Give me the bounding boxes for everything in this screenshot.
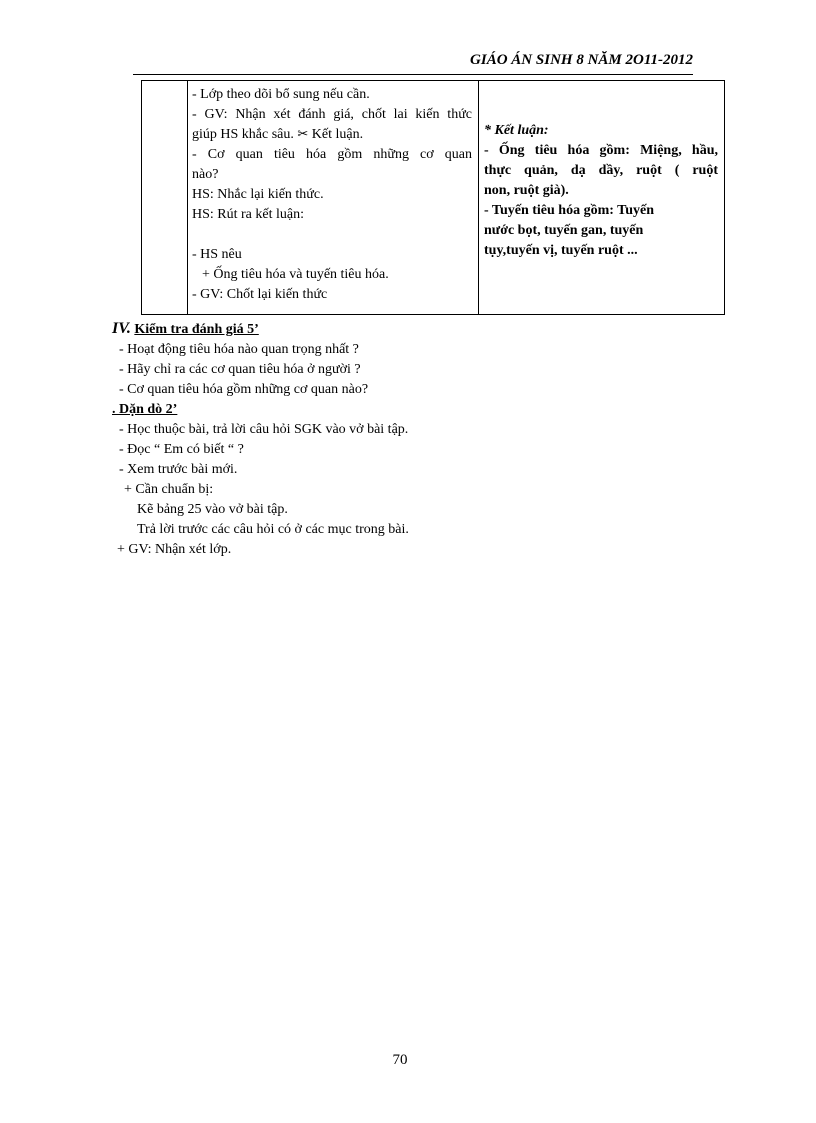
activity-line: - GV: Nhận xét đánh giá, chốt lai kiến thức xyxy=(192,107,472,122)
activity-line xyxy=(192,125,472,145)
conclusion-line: - Tuyến tiêu hóa gồm: Tuyến xyxy=(484,203,654,218)
scissors-icon: ✂ xyxy=(297,127,309,142)
conclusion-line: non, ruột già). xyxy=(484,183,569,198)
assessment-section xyxy=(112,319,409,560)
list-item: - Cơ quan tiêu hóa gồm những cơ quan nào? xyxy=(119,382,369,397)
page-header xyxy=(133,52,693,75)
list-item: Trả lời trước các câu hỏi có ở các mục trong bài. xyxy=(137,522,409,537)
conclusion-line: - Ống tiêu hóa gồm: Miệng, hầu, xyxy=(484,143,718,158)
table-column-content xyxy=(479,81,724,314)
table-column-activity xyxy=(188,81,479,314)
section-heading xyxy=(112,400,409,420)
section-title: . Dặn dò 2’ xyxy=(112,402,178,417)
list-item: Kẽ bảng 25 vào vở bài tập. xyxy=(137,502,288,517)
list-item: - Đọc “ Em có biết “ ? xyxy=(119,442,244,457)
activity-line: - HS nêu xyxy=(192,247,242,262)
activity-line: - Cơ quan tiêu hóa gồm những cơ quan xyxy=(192,147,472,162)
page-number: 70 xyxy=(392,1052,408,1068)
activity-line: HS: Rút ra kết luận: xyxy=(192,207,304,222)
section-numeral: IV. xyxy=(112,320,131,337)
conclusion-line: thực quản, dạ dầy, ruột ( ruột xyxy=(484,163,718,178)
lesson-table xyxy=(141,80,725,315)
header-title: GIÁO ÁN SINH 8 NĂM 2O11-2012 xyxy=(470,52,693,68)
list-item: - Hoạt động tiêu hóa nào quan trọng nhất ? xyxy=(119,342,359,357)
activity-line: - Lớp theo dõi bổ sung nếu cần. xyxy=(192,87,370,102)
list-item: - Hãy chỉ ra các cơ quan tiêu hóa ở người ? xyxy=(119,362,361,377)
activity-text: giúp HS khắc sâu. xyxy=(192,127,294,142)
activity-line: HS: Nhắc lại kiến thức. xyxy=(192,187,324,202)
list-item: - Xem trước bài mới. xyxy=(119,462,238,477)
activity-line: - GV: Chốt lại kiến thức xyxy=(192,287,328,302)
conclusion-title: * Kết luận: xyxy=(484,123,549,138)
list-item: + Cần chuẩn bị: xyxy=(124,482,214,497)
activity-line: + Ống tiêu hóa và tuyến tiêu hóa. xyxy=(202,267,389,282)
blank-line xyxy=(192,225,472,245)
list-item: + GV: Nhận xét lớp. xyxy=(117,542,232,557)
section-heading xyxy=(112,319,409,340)
conclusion-line: nước bọt, tuyến gan, tuyến xyxy=(484,223,644,238)
list-item: - Học thuộc bài, trả lời câu hỏi SGK vào vở bài tập. xyxy=(119,422,409,437)
activity-text: Kết luận. xyxy=(311,127,364,142)
conclusion-line: tụy,tuyến vị, tuyến ruột ... xyxy=(484,243,638,258)
table-column-step xyxy=(142,81,188,314)
activity-line: nào? xyxy=(192,167,219,182)
section-title: Kiểm tra đánh giá 5’ xyxy=(134,322,259,337)
